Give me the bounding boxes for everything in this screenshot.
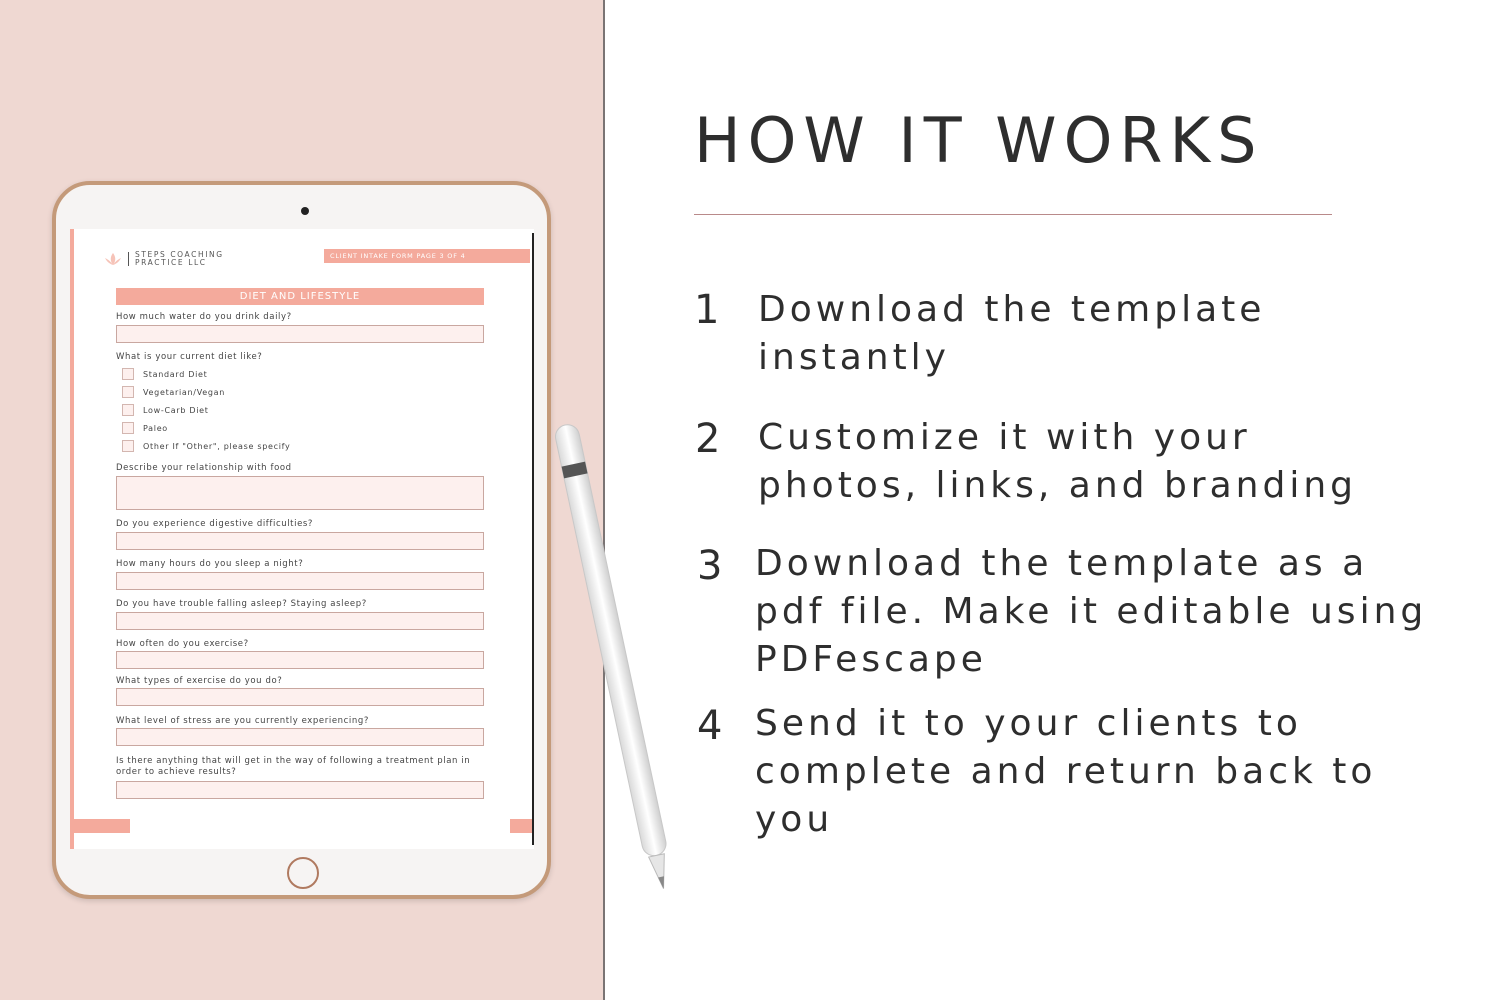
- screen-edge-line: [532, 233, 534, 845]
- answer-field[interactable]: [116, 572, 484, 590]
- diet-option[interactable]: [122, 368, 207, 380]
- option-label: Low-Carb Diet: [143, 405, 209, 415]
- brand-line-1: STEPS COACHING: [135, 250, 224, 259]
- question-label: What types of exercise do you do?: [116, 676, 283, 686]
- step-text: Download the template instantly: [758, 289, 1266, 378]
- question-label: What level of stress are you currently experiencing?: [116, 716, 369, 726]
- question-label: Describe your relationship with food: [116, 463, 292, 473]
- camera-icon: [301, 207, 309, 215]
- question-label: Do you have trouble falling asleep? Staying asleep?: [116, 599, 367, 609]
- brand-logo: [104, 251, 245, 267]
- answer-field[interactable]: [116, 532, 484, 550]
- answer-field[interactable]: [116, 612, 484, 630]
- tablet-screen: [70, 229, 534, 849]
- checkbox[interactable]: [122, 368, 134, 380]
- step-number: 2: [695, 416, 721, 462]
- checkbox[interactable]: [122, 404, 134, 416]
- brand-name: [135, 251, 245, 267]
- question-label: Is there anything that will get in the way of following a treatment plan in order to achieve results?: [116, 756, 471, 777]
- checkbox[interactable]: [122, 440, 134, 452]
- step-number: 3: [697, 543, 723, 589]
- footer-accent-right: [510, 819, 532, 833]
- section-title: DIET AND LIFESTYLE: [116, 288, 484, 305]
- page-title: HOW IT WORKS: [694, 104, 1264, 177]
- checkbox[interactable]: [122, 386, 134, 398]
- step-number: 1: [694, 287, 720, 333]
- option-label: Other If "Other", please specify: [143, 441, 291, 451]
- option-label: Standard Diet: [143, 369, 208, 379]
- answer-field[interactable]: [116, 651, 484, 669]
- question-label: Do you experience digestive difficulties?: [116, 519, 314, 529]
- step-number: 4: [697, 703, 723, 749]
- step-text: Customize it with your photos, links, and branding: [758, 417, 1358, 506]
- diet-option[interactable]: [122, 422, 168, 434]
- answer-field[interactable]: [116, 781, 484, 799]
- question-label: How often do you exercise?: [116, 639, 249, 649]
- footer-accent-left: [70, 819, 130, 833]
- option-label: Vegetarian/Vegan: [143, 387, 226, 397]
- question-label: How many hours do you sleep a night?: [116, 559, 304, 569]
- lotus-icon: [104, 252, 122, 266]
- tablet-mockup: [52, 181, 551, 899]
- checkbox[interactable]: [122, 422, 134, 434]
- home-button-icon: [287, 857, 319, 889]
- brand-line-2: PRACTICE LLC: [135, 258, 207, 267]
- title-divider: [694, 214, 1332, 215]
- diet-option[interactable]: [122, 386, 225, 398]
- answer-field[interactable]: [116, 728, 484, 746]
- step-text: Send it to your clients to complete and return back to you: [755, 703, 1377, 840]
- diet-option[interactable]: [122, 440, 291, 452]
- screen-accent-bar: [70, 229, 74, 849]
- step-text: Download the template as a pdf file. Make it editable using PDFescape: [755, 543, 1428, 680]
- page-badge: CLIENT INTAKE FORM PAGE 3 OF 4: [324, 249, 530, 263]
- answer-field[interactable]: [116, 476, 484, 510]
- option-label: Paleo: [143, 423, 168, 433]
- question-label: How much water do you drink daily?: [116, 312, 292, 322]
- brand-separator: [128, 252, 129, 266]
- answer-field[interactable]: [116, 688, 484, 706]
- answer-field[interactable]: [116, 325, 484, 343]
- question-label: What is your current diet like?: [116, 352, 263, 362]
- diet-option[interactable]: [122, 404, 209, 416]
